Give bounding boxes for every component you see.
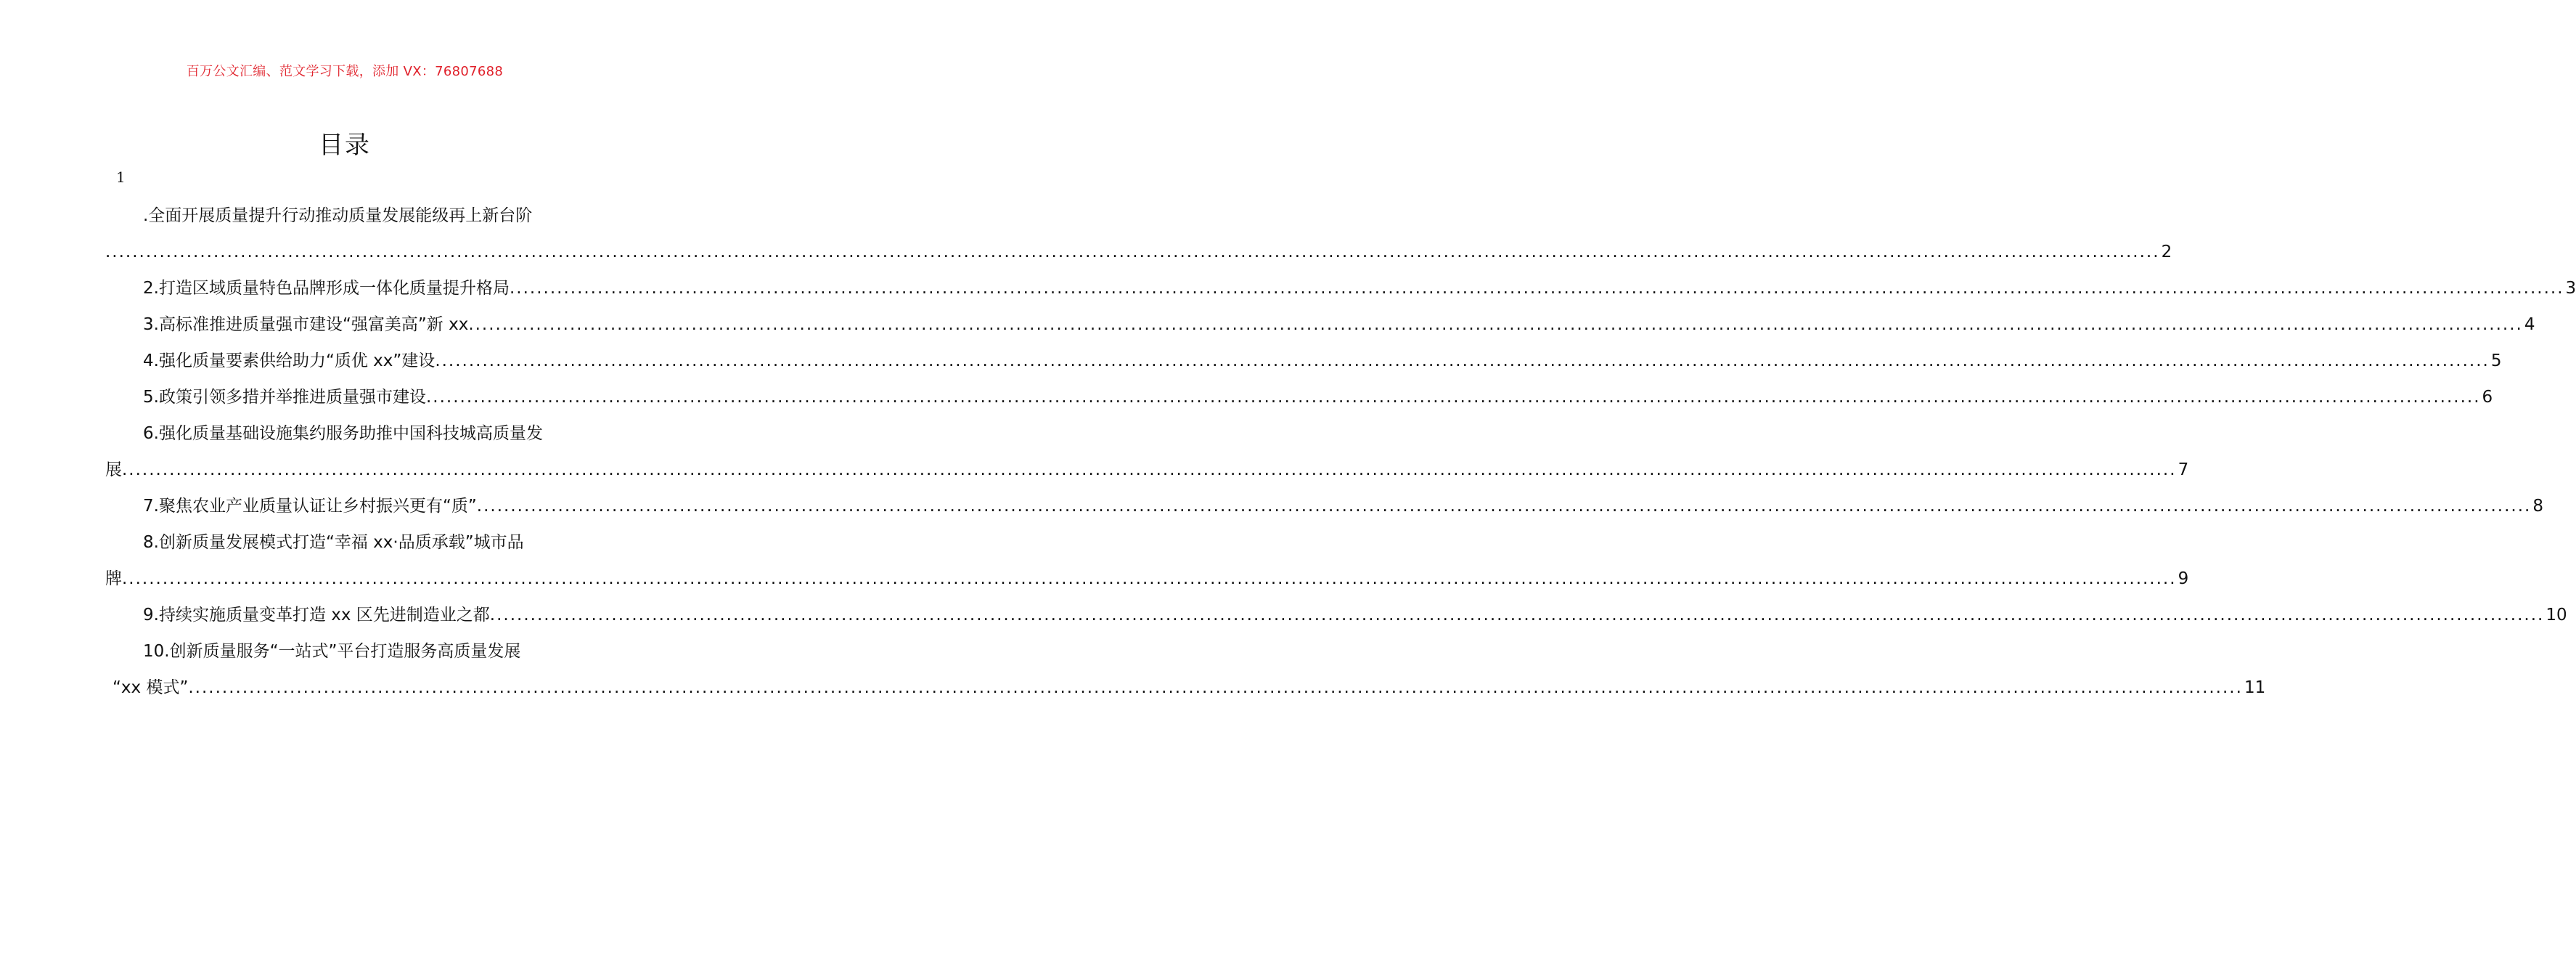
toc-entry-text: 6.强化质量基础设施集约服务助推中国科技城高质量发	[143, 424, 543, 443]
dot-leader	[122, 454, 2177, 486]
toc-entry-text: 展	[105, 460, 122, 479]
dot-leader	[105, 236, 2160, 268]
toc-page-number: 9	[2178, 569, 2189, 588]
toc-entry-text: “xx 模式”	[113, 678, 189, 697]
toc-entry-9[interactable]	[105, 599, 2567, 635]
dot-leader	[510, 272, 2564, 304]
toc-entry-2[interactable]	[105, 272, 2576, 309]
toc-page-number: 11	[2244, 678, 2266, 697]
toc-entry-text: 8.创新质量发展模式打造“幸福 xx·品质承载”城市品	[143, 533, 524, 552]
header-note: 百万公文汇编、范文学习下载，添加 VX：76807688	[186, 64, 504, 79]
toc-entry-10-line2[interactable]	[105, 672, 2266, 708]
toc-page-number: 4	[2524, 315, 2535, 334]
dot-leader	[477, 490, 2532, 522]
toc-entry-text: 5.政策引领多措并举推进质量强市建设	[143, 388, 426, 407]
toc-entry-6-line1[interactable]	[105, 418, 586, 454]
toc-entry-text: 9.持续实施质量变革打造 xx 区先进制造业之都	[143, 606, 490, 625]
toc-entry-text: 4.强化质量要素供给助力“质优 xx”建设	[143, 351, 436, 370]
toc-entry-8-line1[interactable]	[105, 526, 586, 563]
toc-entry-5[interactable]	[105, 381, 2493, 418]
toc-entry-text: 牌	[105, 569, 122, 588]
toc-entry-3[interactable]	[105, 309, 2535, 345]
toc-page-number: 3	[2565, 279, 2576, 298]
dot-leader	[490, 599, 2545, 631]
toc-entry-7[interactable]	[105, 490, 2543, 526]
page-marker: 1	[116, 168, 126, 186]
dot-leader	[435, 345, 2490, 377]
toc-entry-text: 3.高标准推进质量强市建设“强富美高”新 xx	[143, 315, 469, 334]
toc-page-number: 6	[2482, 388, 2493, 407]
dot-leader	[122, 563, 2177, 595]
dot-leader	[468, 309, 2523, 341]
dot-leader	[426, 381, 2481, 413]
toc-page-number: 8	[2532, 497, 2543, 516]
toc-entry-text: 7.聚焦农业产业质量认证让乡村振兴更有“质”	[143, 497, 477, 516]
toc-entry-6-line2[interactable]	[105, 454, 2189, 490]
toc-entry-text: .全面开展质量提升行动推动质量发展能级再上新台阶	[143, 206, 533, 225]
toc-entry-text: 10.创新质量服务“一站式”平台打造服务高质量发展	[143, 642, 521, 661]
toc-page-number: 10	[2546, 606, 2567, 625]
toc-entry-1-line1[interactable]	[105, 200, 586, 236]
table-of-contents	[105, 200, 2576, 708]
toc-entry-text: 2.打造区域质量特色品牌形成一体化质量提升格局	[143, 279, 510, 298]
toc-entry-1-line2[interactable]	[105, 236, 2172, 272]
toc-page-number: 2	[2161, 243, 2172, 261]
toc-entry-8-line2[interactable]	[105, 563, 2189, 599]
toc-entry-4[interactable]	[105, 345, 2502, 381]
toc-page-number: 7	[2178, 460, 2189, 479]
toc-page-number: 5	[2490, 351, 2502, 370]
page-title: 目录	[319, 131, 371, 160]
dot-leader	[188, 672, 2243, 704]
toc-entry-10-line1[interactable]	[105, 635, 586, 672]
